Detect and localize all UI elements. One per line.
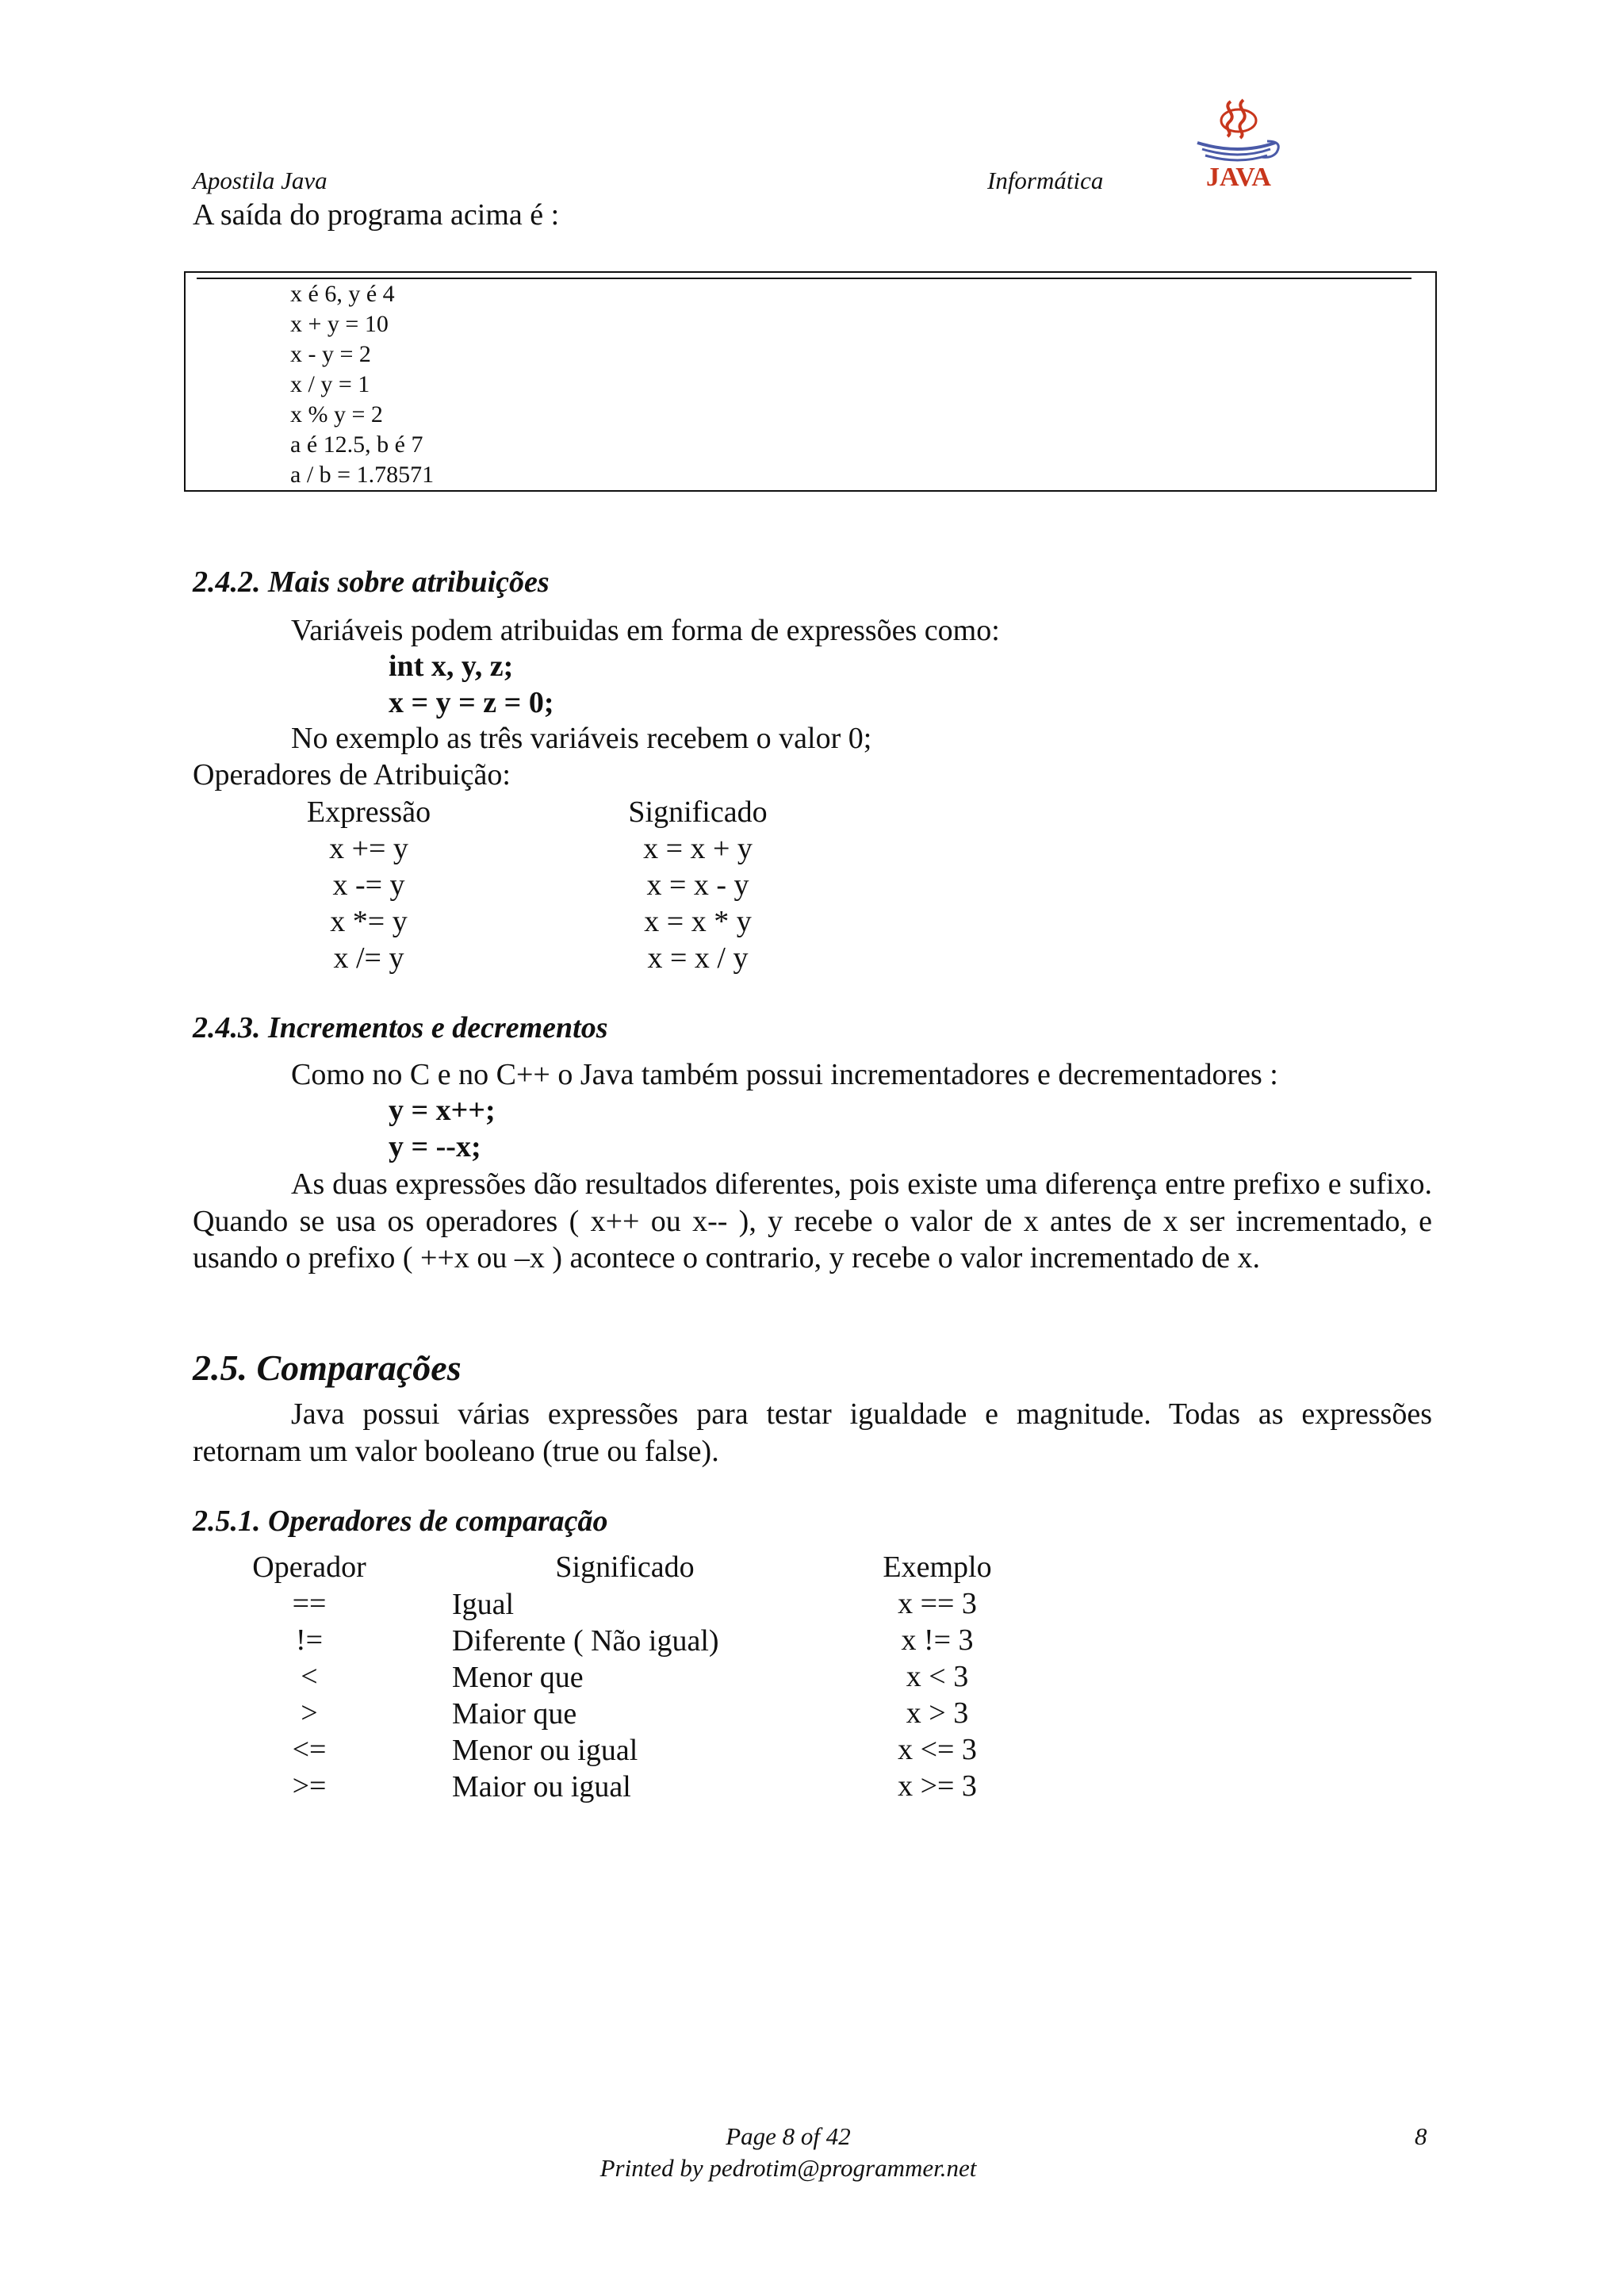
header-center-title: Informática [987,167,1104,194]
table-cell: x *= y [330,905,408,938]
table-cell: <= [292,1733,327,1766]
sec242-paragraph-3: Operadores de Atribuição: [193,758,511,792]
table-cell: x < 3 [906,1660,969,1693]
java-logo-text: JAVA [1206,163,1271,192]
table-header-significado: Significado [555,1550,695,1584]
table-cell: < [301,1660,318,1693]
table-cell: != [295,1623,324,1657]
table-cell: x -= y [332,868,405,902]
output-line: x % y = 2 [290,401,383,427]
table-cell: Diferente ( Não igual) [452,1624,719,1658]
header-left-title: Apostila Java [193,167,327,194]
sec243-paragraph-1: Como no C e no C++ o Java também possui incrementadores e decrementadores : [291,1058,1278,1091]
footer-printed-by: Printed by pedrotim@programmer.net [599,2154,977,2182]
table-cell: >= [292,1769,327,1803]
footer-page-number: 8 [1415,2122,1427,2150]
table-cell: == [292,1587,327,1620]
output-line: a / b = 1.78571 [290,462,435,488]
table-header-operador: Operador [252,1550,366,1584]
section-heading-2-4-3: 2.4.3. Incrementos e decrementos [193,1011,608,1045]
intro-text: A saída do programa acima é : [193,198,560,232]
section-heading-2-5: 2.5. Comparações [193,1347,462,1388]
sec243-code-2: y = --x; [389,1130,481,1163]
table-cell: Maior que [452,1697,577,1731]
table-header-expressao: Expressão [306,795,431,829]
section-heading-2-4-2: 2.4.2. Mais sobre atribuições [193,565,550,599]
table-cell: x += y [329,832,408,865]
sec25-paragraph-1: Java possui várias expressões para testar igualdade e magnitude. Todas as expressões retornam um valor booleano (true ou false). [193,1397,1432,1468]
table-cell: x = x - y [646,868,749,902]
table-cell: > [301,1696,318,1730]
table-cell: x == 3 [898,1587,977,1620]
output-line: x + y = 10 [290,311,389,337]
section-heading-2-5-1: 2.5.1. Operadores de comparação [193,1504,608,1538]
table-cell: Maior ou igual [452,1770,631,1803]
output-line: x é 6, y é 4 [290,281,395,307]
table-cell: x /= y [333,941,404,975]
sec243-code-1: y = x++; [389,1094,496,1127]
footer-page-label: Page 8 of 42 [726,2122,851,2150]
table-cell: x != 3 [901,1623,974,1657]
program-output-box [184,271,1437,492]
table-header-exemplo: Exemplo [883,1550,992,1584]
table-cell: Igual [452,1588,515,1621]
sec242-code-1: int x, y, z; [389,650,514,683]
table-cell: x = x + y [643,832,753,865]
table-cell: x > 3 [906,1696,969,1730]
output-line: a é 12.5, b é 7 [290,431,423,458]
output-line: x / y = 1 [290,371,370,397]
output-line: x - y = 2 [290,341,371,367]
table-cell: x >= 3 [898,1769,977,1803]
sec242-paragraph-1: Variáveis podem atribuidas em forma de expressões como: [291,614,1000,647]
java-logo [1182,97,1293,192]
table-cell: x = x / y [647,941,749,975]
table-cell: Menor ou igual [452,1734,638,1767]
table-cell: x = x * y [644,905,752,938]
sec243-paragraph-2: As duas expressões dão resultados diferentes, pois existe uma diferença entre prefixo e sufixo. Quando se usa os operadores ( x++ ou x-- ), y recebe o valor de x antes de x ser incrementado, e usando o prefixo ( ++x ou –x ) acontece o contrario, y recebe o valor incrementado de x. [193,1167,1432,1275]
sec242-paragraph-2: No exemplo as três variáveis recebem o valor 0; [291,722,872,755]
table-cell: x <= 3 [898,1733,977,1766]
table-cell: Menor que [452,1661,584,1694]
table-header-significado: Significado [628,795,768,829]
sec242-code-2: x = y = z = 0; [389,686,554,719]
